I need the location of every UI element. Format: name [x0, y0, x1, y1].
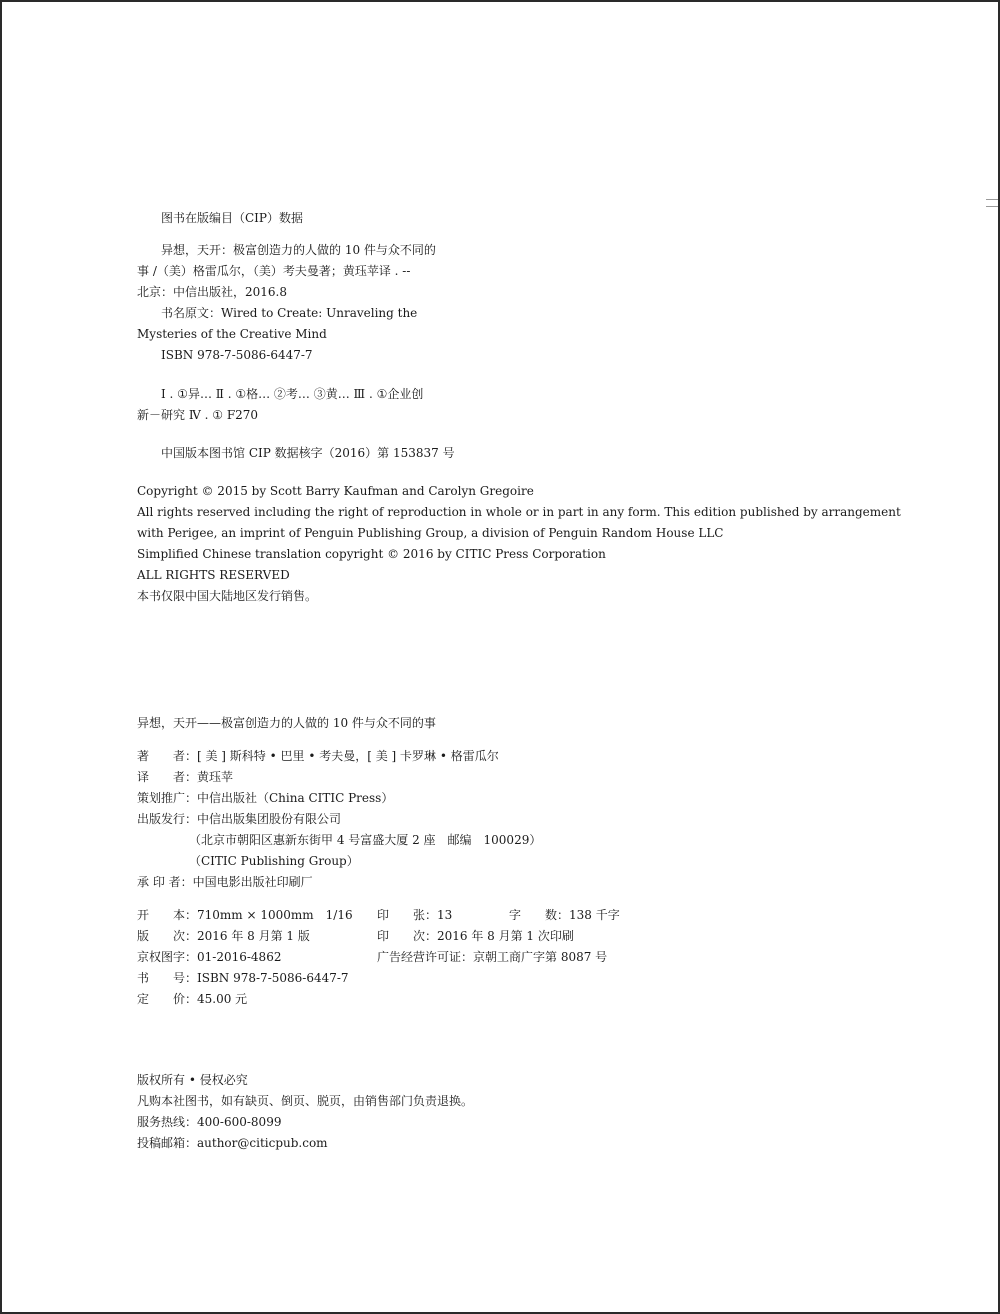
printing-spec: 印 次：2016 年 8 月第 1 次印刷: [377, 929, 574, 943]
authors-line: 著 者：[ 美 ] 斯科特 • 巴里 • 考夫曼，[ 美 ] 卡罗琳 • 格雷瓜尔: [137, 749, 499, 763]
copyright-line6: 本书仅限中国大陆地区发行销售。: [137, 589, 318, 603]
cip-isbn: ISBN 978-7-5086-6447-7: [161, 348, 313, 362]
ad-license-spec: 广告经营许可证：京朝工商广字第 8087 号: [377, 950, 608, 964]
cip-subject-line1: Ⅰ . ①异… Ⅱ . ①格… ②考… ③黄… Ⅲ . ①企业创: [161, 387, 424, 401]
edition-spec: 版 次：2016 年 8 月第 1 版: [137, 929, 310, 943]
edge-marks: [986, 199, 998, 213]
service-hotline: 服务热线：400-600-8099: [137, 1115, 282, 1129]
cip-entry-line3: 北京：中信出版社，2016.8: [137, 285, 287, 299]
book-number-spec: 书 号：ISBN 978-7-5086-6447-7: [137, 971, 349, 985]
translator-line: 译 者：黄珏苹: [137, 770, 234, 784]
cip-original-title-line1: 书名原文：Wired to Create: Unraveling the: [161, 306, 418, 320]
cip-subject-line2: 新－研究 Ⅳ . ① F270: [137, 408, 259, 422]
publisher-address: （北京市朝阳区惠新东街甲 4 号富盛大厦 2 座 邮编 100029）: [189, 833, 542, 847]
copyright-line4: Simplified Chinese translation copyright © 2016 by CITIC Press Corporation: [137, 547, 606, 561]
rights-block: [137, 1070, 897, 1154]
cip-heading: 图书在版编目（CIP）数据: [161, 211, 303, 225]
book-title: 异想，天开——极富创造力的人做的 10 件与众不同的事: [137, 716, 436, 730]
cip-entry-line2: 事 /（美）格雷瓜尔，（美）考夫曼著；黄珏苹译 . --: [137, 264, 411, 278]
cip-block: [137, 208, 897, 464]
publisher-english-name: （CITIC Publishing Group）: [189, 854, 359, 868]
publication-block: [137, 713, 897, 893]
copyright-line1: Copyright © 2015 by Scott Barry Kaufman and Carolyn Gregoire: [137, 484, 534, 498]
specs-row-license: [137, 947, 897, 968]
specs-block: [137, 905, 897, 1010]
copyright-line3: with Perigee, an imprint of Penguin Publishing Group, a division of Penguin Random House LLC: [137, 526, 724, 540]
sheets-spec: 印 张：13: [377, 908, 453, 922]
price-spec: 定 价：45.00 元: [137, 992, 248, 1006]
contract-spec: 京权图字：01-2016-4862: [137, 950, 282, 964]
specs-row-edition: [137, 926, 897, 947]
rights-line1: 版权所有 • 侵权必究: [137, 1073, 248, 1087]
copyright-line2: All rights reserved including the right of reproduction in whole or in part in any form. This edition published by arrangement: [137, 505, 901, 519]
printer-line: 承 印 者：中国电影出版社印刷厂: [137, 875, 313, 889]
cip-original-title-line2: Mysteries of the Creative Mind: [137, 327, 327, 341]
cip-entry-line1: 异想，天开：极富创造力的人做的 10 件与众不同的: [161, 243, 436, 257]
format-spec: 开 本：710mm × 1000mm 1/16: [137, 908, 353, 922]
rights-line2: 凡购本社图书，如有缺页、倒页、脱页，由销售部门负责退换。: [137, 1094, 474, 1108]
copyright-block: [137, 481, 901, 607]
cip-library-record: 中国版本图书馆 CIP 数据核字（2016）第 153837 号: [161, 446, 455, 460]
specs-row-format: [137, 905, 897, 926]
words-spec: 字 数：138 千字: [509, 908, 620, 922]
publisher-line: 出版发行：中信出版集团股份有限公司: [137, 812, 342, 826]
submission-email: 投稿邮箱：author@citicpub.com: [137, 1136, 328, 1150]
copyright-line5: ALL RIGHTS RESERVED: [137, 568, 290, 582]
copyright-page: [137, 208, 901, 1154]
planner-line: 策划推广：中信出版社（China CITIC Press）: [137, 791, 394, 805]
